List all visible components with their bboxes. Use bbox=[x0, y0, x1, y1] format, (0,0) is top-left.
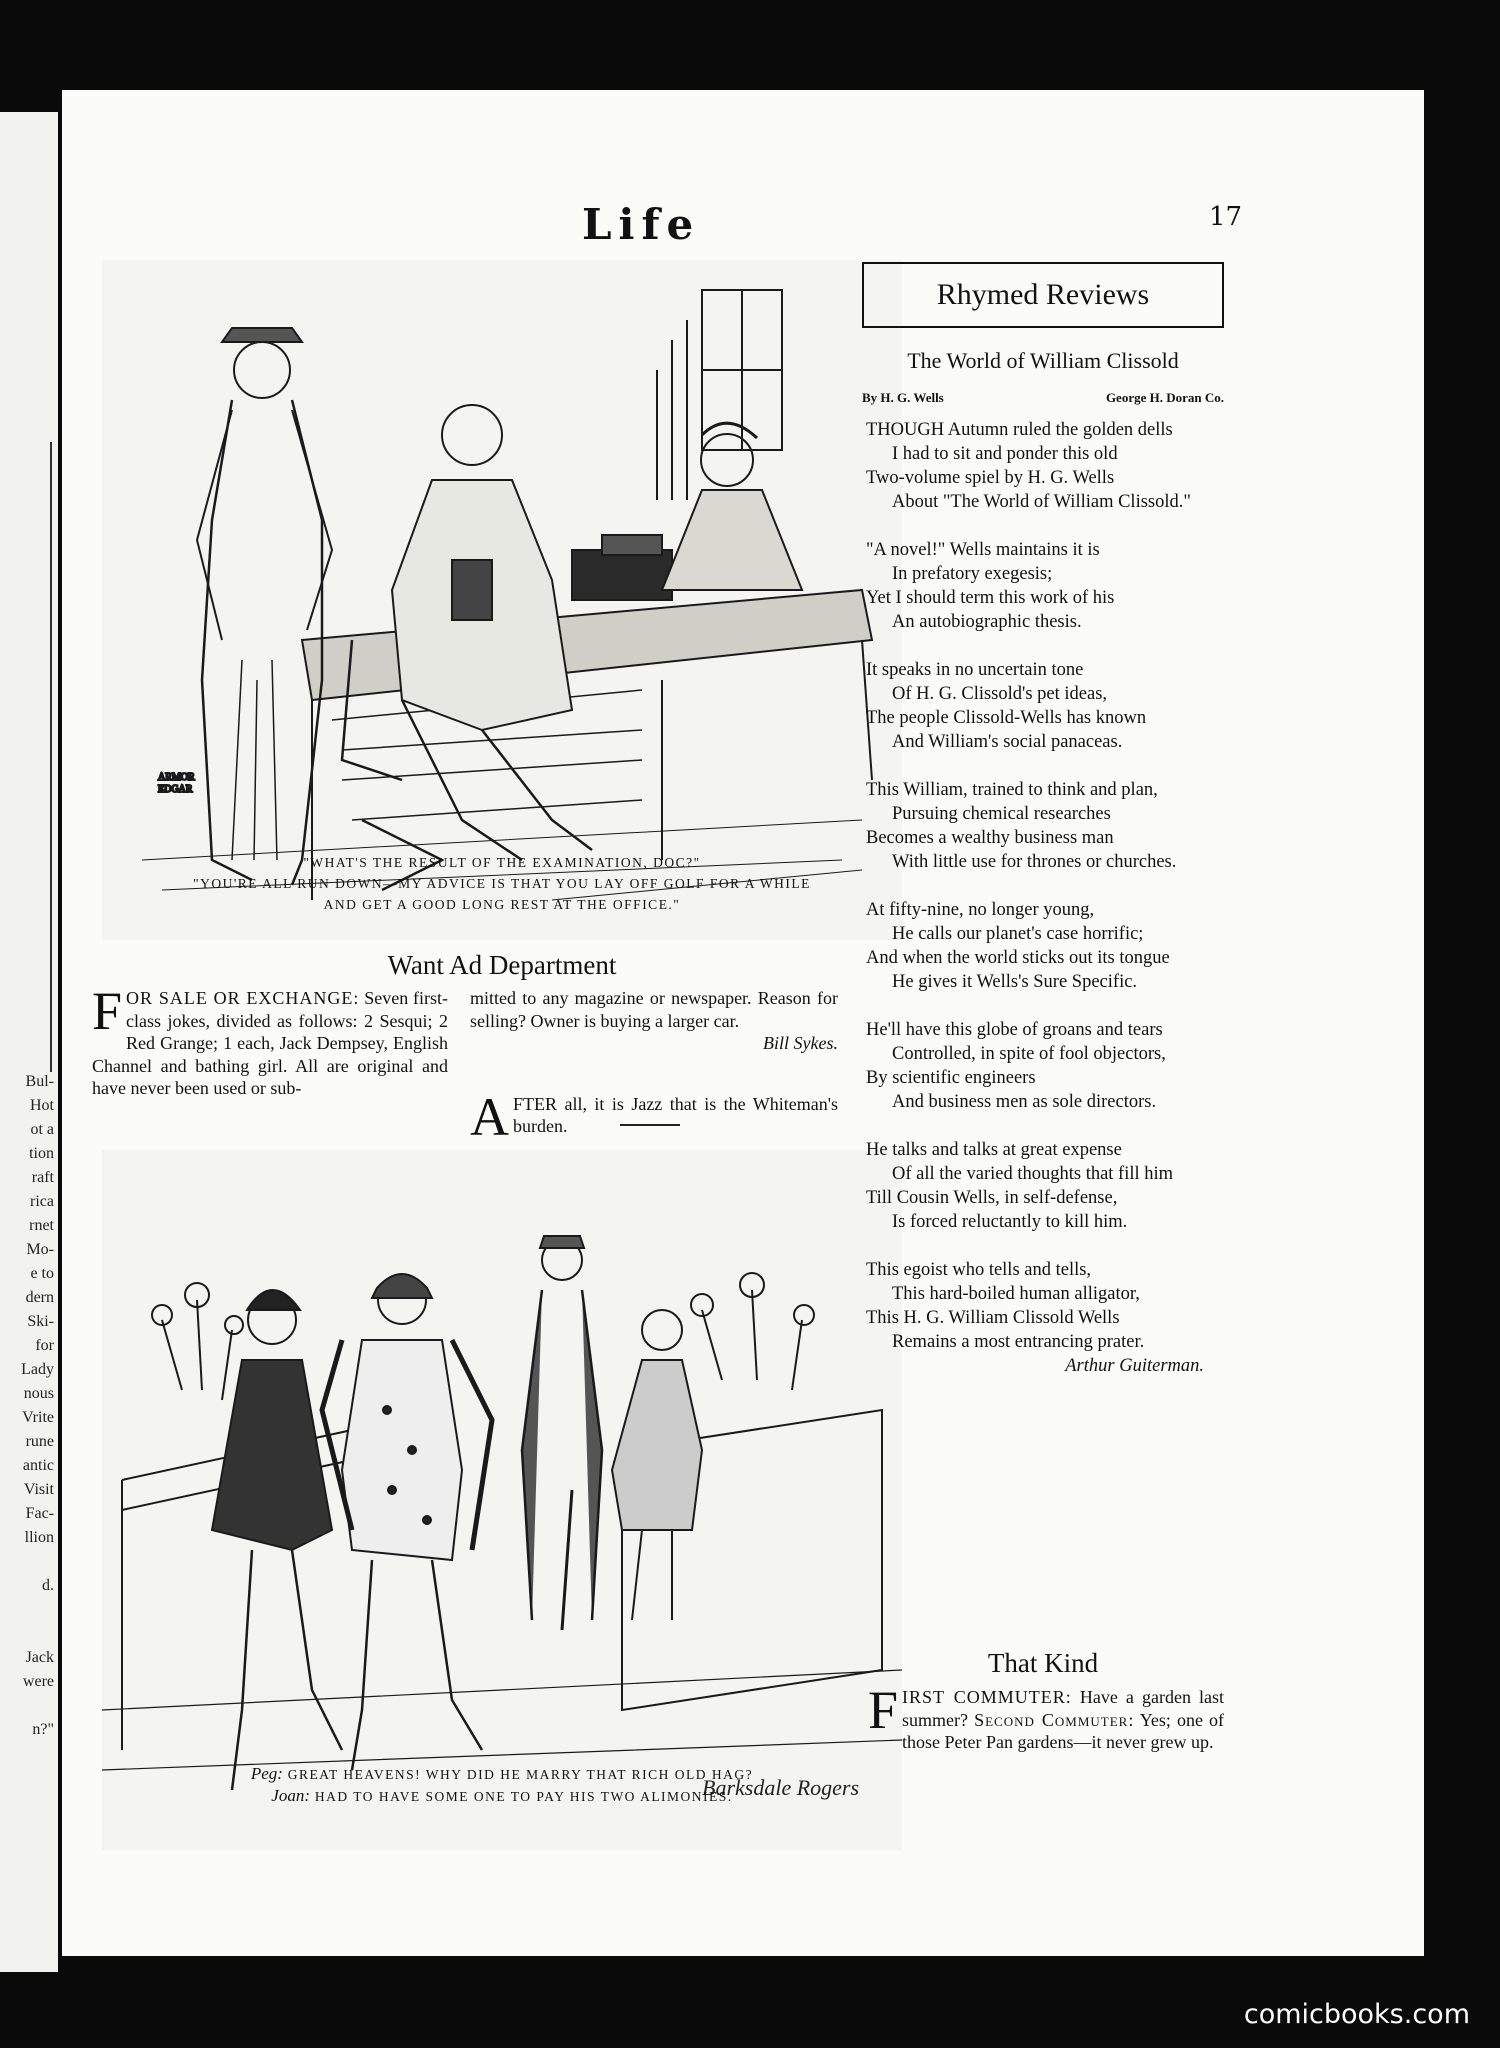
poem-line: He calls our planet's case horrific; bbox=[892, 924, 1144, 944]
that-kind-line1: Have a garden last summer? bbox=[902, 1687, 1224, 1730]
that-kind-speaker2: Second Commuter: bbox=[974, 1709, 1135, 1730]
poem-stanza bbox=[866, 778, 1224, 874]
that-kind-line2: Yes; one of those Peter Pan gardens—it never grew up. bbox=[902, 1709, 1224, 1752]
left-page-line: llion bbox=[24, 1529, 54, 1546]
left-page-line bbox=[0, 1694, 58, 1718]
cartoon-women-street-illustration bbox=[102, 1150, 902, 1850]
poem-line: The people Clissold-Wells has known bbox=[866, 708, 1147, 728]
caption-speaker-peg: Peg: bbox=[250, 1764, 283, 1783]
magazine-title: Life bbox=[582, 200, 701, 249]
left-page-line bbox=[0, 1550, 58, 1574]
poem-stanza bbox=[866, 1258, 1224, 1354]
poem-line: Is forced reluctantly to kill him. bbox=[892, 1212, 1128, 1232]
rhymed-reviews-title-box bbox=[862, 262, 1224, 328]
byline-author: By H. G. Wells bbox=[862, 390, 944, 405]
left-page-line: Bul- bbox=[25, 1073, 54, 1090]
left-page-line: Mo- bbox=[26, 1241, 54, 1258]
poem-line: THOUGH Autumn ruled the golden dells bbox=[866, 420, 1173, 440]
left-page-fragment bbox=[0, 112, 58, 1972]
left-page-line: Visit bbox=[23, 1481, 54, 1498]
left-page-line bbox=[0, 1622, 58, 1646]
that-kind-speaker1: IRST COMMUTER: bbox=[902, 1687, 1072, 1707]
poem-line: And business men as sole directors. bbox=[892, 1092, 1157, 1112]
watermark: comicbooks.com bbox=[1243, 1999, 1470, 2030]
poem-line: Yet I should term this work of his bbox=[866, 588, 1115, 608]
cartoon-bottom-signature: Barksdale Rogers bbox=[702, 1775, 860, 1800]
poem-line: This William, trained to think and plan, bbox=[866, 780, 1158, 800]
left-page-box-edge bbox=[50, 442, 52, 1072]
poem-line: About "The World of William Clissold." bbox=[892, 492, 1191, 512]
poem-line: "A novel!" Wells maintains it is bbox=[866, 540, 1100, 560]
poem-line: This egoist who tells and tells, bbox=[866, 1260, 1092, 1280]
poem-line: In prefatory exegesis; bbox=[892, 564, 1053, 584]
left-page-line: for bbox=[35, 1337, 54, 1354]
rhymed-reviews-title: Rhymed Reviews bbox=[936, 278, 1150, 311]
poem-line: At fifty-nine, no longer young, bbox=[866, 900, 1095, 920]
poem-line: An autobiographic thesis. bbox=[892, 612, 1082, 632]
poem-stanza bbox=[866, 1138, 1224, 1234]
caption-bottom-line2: HAD TO HAVE SOME ONE TO PAY HIS TWO ALIMONIES. bbox=[314, 1789, 733, 1804]
poem-line: Remains a most entrancing prater. bbox=[892, 1332, 1145, 1352]
byline-publisher: George H. Doran Co. bbox=[1105, 390, 1224, 405]
poem-line: He talks and talks at great expense bbox=[866, 1140, 1122, 1160]
ad1-body-part1: Seven first-class jokes, divided as follows: 2 Sesqui; 2 Red Grange; 1 each, Jack Dempsey, English Channel and bathing girl. All are original and have never been used or sub- bbox=[92, 988, 448, 1098]
left-page-line: Lady bbox=[21, 1361, 54, 1378]
ad2-body: FTER all, it is Jazz that is the Whiteman's burden. bbox=[513, 1093, 838, 1136]
page-number: 17 bbox=[1209, 202, 1243, 232]
left-page-line: rnet bbox=[29, 1217, 54, 1234]
left-page-line: raft bbox=[31, 1169, 54, 1186]
ad1-dropcap: F bbox=[92, 981, 123, 1041]
caption-speaker-joan: Joan: bbox=[271, 1786, 311, 1805]
left-page-line: were bbox=[22, 1673, 54, 1690]
svg-text:EDGAR: EDGAR bbox=[158, 784, 193, 795]
poem-line: With little use for thrones or churches. bbox=[892, 852, 1177, 872]
left-page-line: Hot bbox=[30, 1097, 54, 1114]
caption-bottom-line1: GREAT HEAVENS! WHY DID HE MARRY THAT RICH OLD HAG? bbox=[287, 1767, 754, 1782]
poem-line: This H. G. William Clissold Wells bbox=[866, 1308, 1120, 1328]
poem-line: By scientific engineers bbox=[866, 1068, 1036, 1088]
that-kind-text bbox=[868, 1680, 1224, 1754]
left-page-line: Vrite bbox=[22, 1409, 54, 1426]
poem-stanza bbox=[866, 1018, 1224, 1114]
left-page-line: e to bbox=[30, 1265, 54, 1282]
poem-line: This hard-boiled human alligator, bbox=[892, 1284, 1140, 1304]
cartoon-top-caption bbox=[102, 852, 902, 915]
caption-top-line3: AND GET A GOOD LONG REST AT THE OFFICE." bbox=[323, 897, 681, 912]
left-page-line: d. bbox=[42, 1577, 54, 1594]
left-page-line: ot a bbox=[30, 1121, 54, 1138]
left-page-line bbox=[0, 1598, 58, 1622]
left-page-line: rune bbox=[25, 1433, 54, 1450]
poem-line: He'll have this globe of groans and tears bbox=[866, 1020, 1163, 1040]
magazine-page bbox=[62, 90, 1424, 1956]
ad1-body-part2: mitted to any magazine or newspaper. Reason for selling? Owner is buying a larger car. bbox=[470, 988, 838, 1031]
poem-line: Pursuing chemical researches bbox=[892, 804, 1111, 824]
left-page-line: tion bbox=[29, 1145, 54, 1162]
poem-author: Arthur Guiterman. bbox=[1065, 1356, 1204, 1376]
poem-stanza bbox=[866, 658, 1224, 754]
ad-divider bbox=[620, 1124, 680, 1126]
left-page-line: nous bbox=[23, 1385, 54, 1402]
cartoon-top-signature: ARMOR bbox=[158, 772, 195, 783]
poem-stanza bbox=[866, 538, 1224, 634]
poem-line: Two-volume spiel by H. G. Wells bbox=[866, 468, 1115, 488]
that-kind-heading: That Kind bbox=[987, 1648, 1099, 1678]
left-page-line: rica bbox=[30, 1193, 54, 1210]
that-kind-dropcap: F bbox=[868, 1680, 899, 1740]
poem-line: Of all the varied thoughts that fill him bbox=[892, 1164, 1174, 1184]
poem-line: It speaks in no uncertain tone bbox=[866, 660, 1084, 680]
left-page-text bbox=[0, 1070, 58, 1742]
poem-line: Of H. G. Clissold's pet ideas, bbox=[892, 684, 1108, 704]
poem-stanza bbox=[866, 898, 1224, 994]
left-page-line: antic bbox=[22, 1457, 54, 1474]
caption-top-line1: "WHAT'S THE RESULT OF THE EXAMINATION, DOC?" bbox=[303, 855, 701, 870]
rhymed-review-poem bbox=[866, 418, 1224, 1378]
want-ad-heading: Want Ad Department bbox=[387, 950, 617, 980]
want-ad-column-2 bbox=[470, 987, 838, 1147]
ad1-lead: OR SALE OR EXCHANGE: bbox=[126, 988, 360, 1008]
poem-line: Becomes a wealthy business man bbox=[866, 828, 1114, 848]
want-ad-column-1 bbox=[92, 981, 448, 1100]
book-title: The World of William Clissold bbox=[907, 348, 1179, 373]
poem-line: He gives it Wells's Sure Specific. bbox=[892, 972, 1138, 992]
left-page-line: Fac- bbox=[25, 1505, 54, 1522]
poem-stanzas bbox=[866, 418, 1224, 1354]
cartoon-doctor-office-illustration bbox=[102, 260, 902, 940]
poem-line: I had to sit and ponder this old bbox=[892, 444, 1118, 464]
left-page-line: n?" bbox=[32, 1721, 54, 1738]
ad2-dropcap: A bbox=[470, 1086, 509, 1147]
caption-top-line2: "YOU'RE ALL RUN DOWN—MY ADVICE IS THAT YOU LAY OFF GOLF FOR A WHILE bbox=[193, 876, 811, 891]
left-page-line: Jack bbox=[25, 1649, 54, 1666]
left-page-line: dern bbox=[25, 1289, 54, 1306]
poem-line: And when the world sticks out its tongue bbox=[866, 948, 1170, 968]
cartoon-bottom-caption bbox=[102, 1763, 902, 1807]
ad1-signature: Bill Sykes. bbox=[763, 1033, 838, 1053]
poem-line: Till Cousin Wells, in self-defense, bbox=[866, 1188, 1118, 1208]
poem-line: And William's social panaceas. bbox=[892, 732, 1123, 752]
poem-line: Controlled, in spite of fool objectors, bbox=[892, 1044, 1166, 1064]
left-page-line: Ski- bbox=[27, 1313, 54, 1330]
poem-stanza bbox=[866, 418, 1224, 514]
